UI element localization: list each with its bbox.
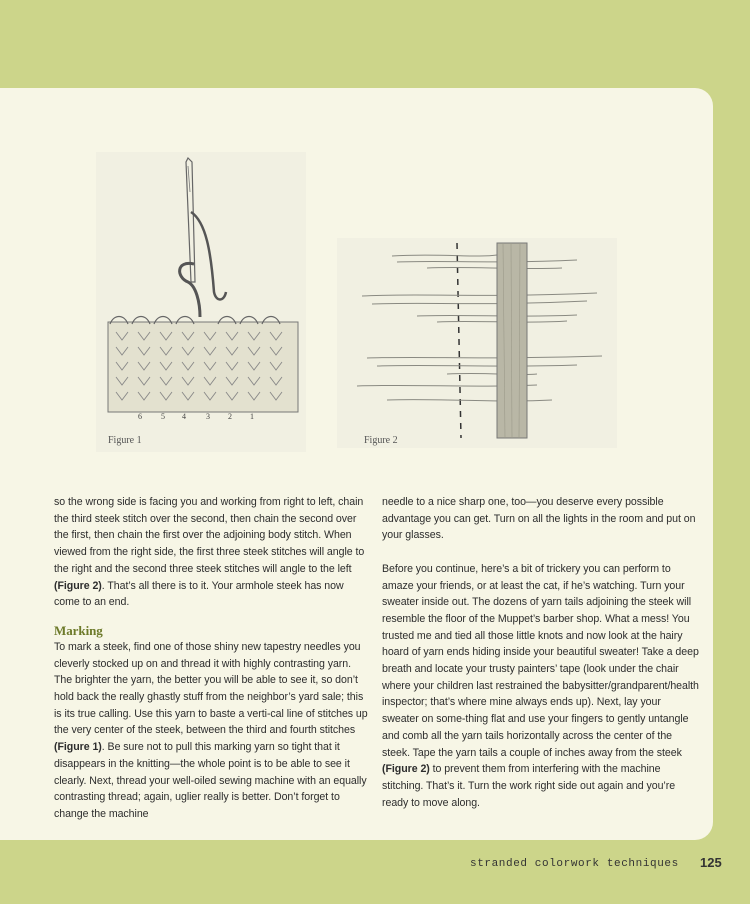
text-run: . Be sure not to pull this marking yarn so tight that it disappears in the knitting—the whole point is to be able to see it clearly. Next, thread your well-oiled sewing machine with an equally contrasting thread; again, uglier really is better. Don’t forget to change the machine (54, 741, 367, 820)
stitch-number: 5 (161, 412, 165, 421)
stitch-number: 4 (182, 412, 186, 421)
figure-1-illustration (96, 152, 306, 452)
figure-1-caption: Figure 1 (108, 435, 142, 446)
section-heading-marking: Marking (54, 622, 103, 638)
text-run: so the wrong side is facing you and working from right to left, chain the third steek stitch over the second, then chain the second over the first, then chain the first over the adjoining body stitch. When viewed from the right side, the first three steek stitches will angle to the right and the second three steek stitches will angle to the left (54, 496, 365, 575)
left-column (54, 494, 368, 823)
text-run: . That’s all there is to it. Your armhole steek has now come to an end. (54, 579, 344, 609)
figure-2 (337, 238, 617, 448)
text-run: To mark a steek, find one of those shiny new tapestry needles you cleverly stocked up on and thread it with highly contrasting yarn. The brighter the yarn, the better you will be able to see it, so don’t hold back the really ghastly stuff from the neighbor’s yard sale; this is its true calling. Use this yarn to baste a verti-cal line of stitches up the very center of the steek, between the third and fourth stitches (54, 640, 368, 737)
figure-2-illustration (337, 238, 617, 448)
page-number: 125 (700, 855, 722, 870)
stitch-number: 1 (250, 412, 254, 421)
left-paragraph-1 (54, 494, 368, 611)
left-paragraph-2 (54, 639, 368, 823)
right-paragraph-2 (382, 561, 700, 812)
right-column (382, 494, 700, 811)
text-run: Before you continue, here’s a bit of trickery you can perform to amaze your friends, or at least the cat, if he’s watching. Turn your sweater inside out. The dozens of yarn tails adjoining the steek will resemble the floor of the Muppet’s barber shop. What a mess! You trusted me and tied all those little knots and now look at the hairy hoard of yarn ends hiding inside your beautiful sweater! Take a deep breath and locate your trusty painters’ tape (look under the chair where your children last restrained the babysitter/grandparent/health inspector; that’s where mine always ends up). Next, lay your sweater on some-thing flat and use your fingers to gently untangle and comb all the yarn tails horizontally across the center of the steek. Tape the yarn tails a couple of inches away from the steek (382, 562, 699, 759)
running-footer-title: stranded colorwork techniques (470, 858, 679, 870)
text-run: to prevent them from interfering with the machine stitching. That’s it. Turn the work right side out again and you’re ready to move along. (382, 763, 676, 809)
stitch-number: 6 (138, 412, 142, 421)
right-paragraph-1: needle to a nice sharp one, too—you deserve every possible advantage you can get. Turn on all the lights in the room and put on your glasses. (382, 496, 696, 542)
figure-reference: (Figure 2) (382, 763, 430, 776)
stitch-number: 2 (228, 412, 232, 421)
figure-1 (96, 152, 306, 452)
figure-reference: (Figure 2) (54, 579, 102, 592)
figure-2-caption: Figure 2 (364, 435, 398, 446)
stitch-number: 3 (206, 412, 210, 421)
figure-reference: (Figure 1) (54, 741, 102, 754)
